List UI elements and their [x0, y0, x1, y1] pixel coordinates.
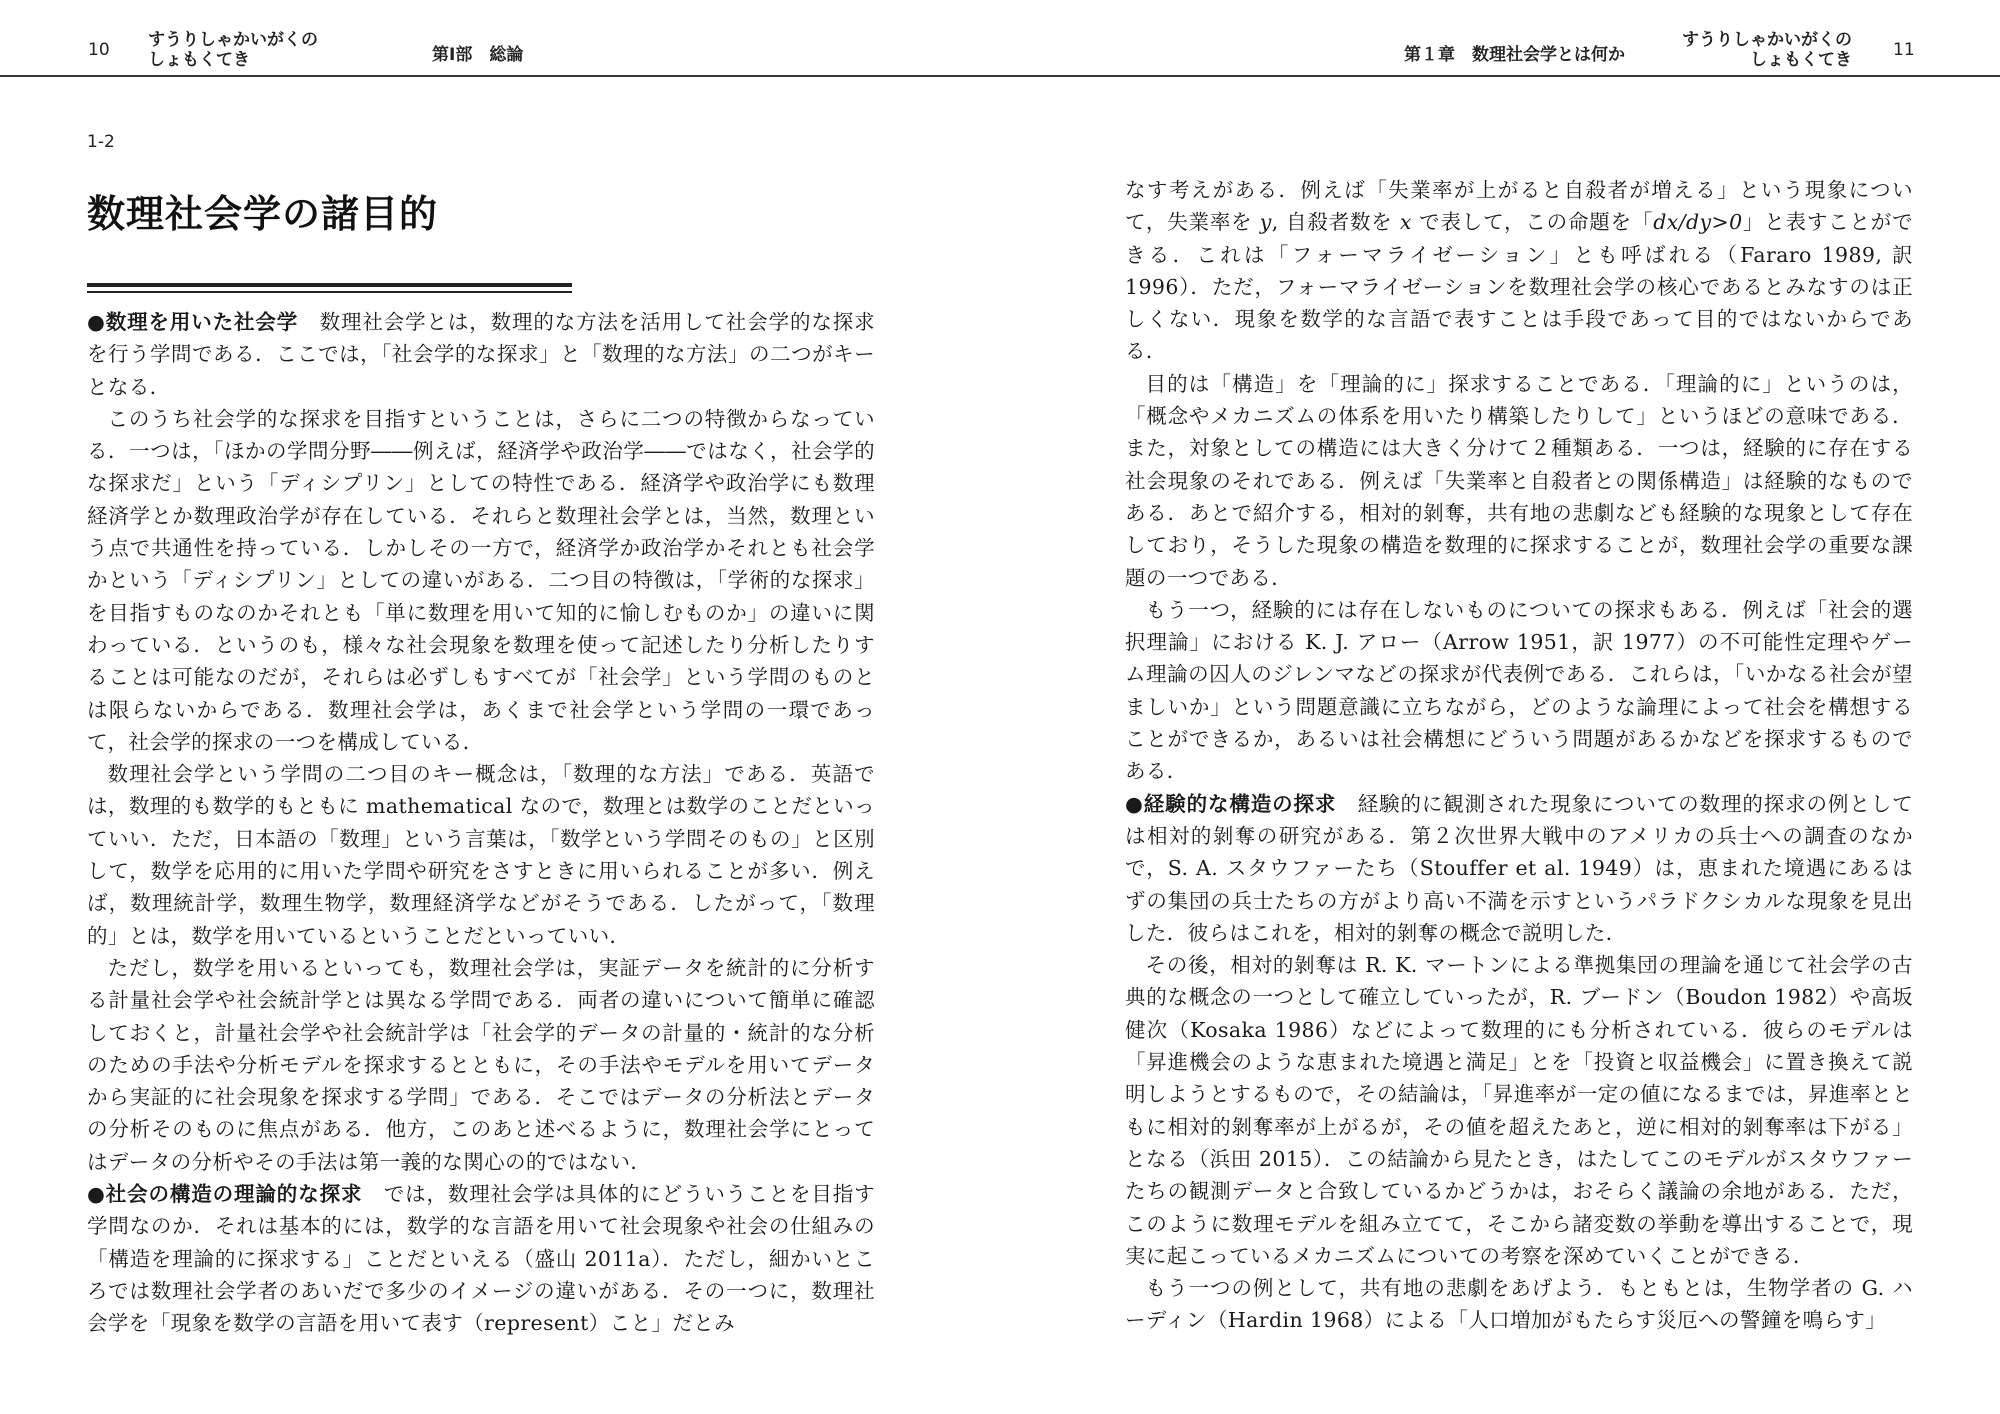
running-title: すうりしゃかいがくの しょもくてき [148, 30, 318, 70]
section-number: 1-2 [87, 132, 115, 152]
math-var: x [1399, 210, 1412, 235]
left-body-text [87, 306, 875, 1340]
right-page-header [1000, 0, 2000, 77]
right-page [1000, 0, 2000, 1414]
paragraph: このうち社会学的な探求を目指すということは，さらに二つの特徴からなっている．一つは，「ほかの学問分野――例えば，経済学や政治学――ではなく，社会学的な探求だ」という「ディシプリン」としての特性である．経済学や政治学にも数理経済学とか数理政治学が存在している．それらと数理社会学とは，当然，数理という点で共通性を持っている．しかしその一方で，経済学か政治学かそれとも社会学かという「ディシプリン」としての違いがある．二つ目の特徴は，「学術的な探求」を目指すものなのかそれとも「単に数理を用いて知的に愉しむものか」の違いに関わっている．というのも，様々な社会現象を数理を使って記述したり分析したりすることは可能なのだが，それらは必ずしもすべてが「社会学」という学問のものとは限らないからである．数理社会学は，あくまで社会学という学問の一環であって，社会学的探求の一つを構成している． [87, 406, 875, 754]
left-page-header [0, 0, 1000, 77]
page-title: 数理社会学の諸目的 [87, 192, 439, 236]
paragraph: ●経験的な構造の探求 経験的に観測された現象についての数理的探求の例としては相対的剝奪の研究がある．第２次世界大戦中のアメリカの兵士への調査のなかで，S. A. スタウファーたち（Stouffer et al. 1949）は，恵まれた境遇にあるはずの集団の兵士たちの方がより高い不満を示すというパラドクシカルな現象を見出した．彼らはこれを，相対的剝奪の概念で説明した． [1125, 791, 1913, 945]
paragraph: もう一つ，経験的には存在しないものについての探求もある．例えば「社会的選択理論」における K. J. アロー（Arrow 1951，訳 1977）の不可能性定理やゲーム理論の囚人のジレンマなどの探求が代表例である．これらは，「いかなる社会が望ましいか」という問題意識に立ちながら，どのような論理によって社会を構想することができるか，あるいは社会構想にどういう問題があるかなどを探求するものである． [1125, 597, 1913, 784]
paragraph: ●社会の構造の理論的な探求 では，数理社会学は具体的にどういうことを目指す学問なのか．それは基本的には，数学的な言語を用いて社会現象や社会の仕組みの「構造を理論的に探求する」ことだといえる（盛山 2011a）．ただし，細かいところでは数理社会学者のあいだで多少のイメージの違いがある．その一つに，数理社会学を「現象を数学の言語を用いて表す（represent）こと」だとみ [87, 1182, 875, 1336]
page-number: 11 [1893, 40, 1915, 60]
title-rule [87, 283, 572, 287]
chapter-title: 第１章 数理社会学とは何か [1404, 45, 1625, 65]
paragraph: もう一つの例として，共有地の悲劇をあげよう．もともとは，生物学者の G. ハーディン（Hardin 1968）による「人口増加がもたらす災厄への警鐘を鳴らす」 [1125, 1276, 1913, 1333]
paragraph: 数理社会学という学問の二つ目のキー概念は，「数理的な方法」である．英語では，数理的も数学的もともに mathematical なので，数理とは数学のことだといっていい．ただ，日本語の「数理」という言葉は，「数学という学問そのもの」と区別して，数学を応用的に用いた学問や研究をさすときに用いられることが多い．例えば，数理統計学，数理生物学，数理経済学などがそうである．したがって，「数理的」とは，数学を用いているということだといっていい． [87, 762, 875, 948]
subheading: ●社会の構造の理論的な探求 [87, 1182, 363, 1207]
page-number: 10 [88, 40, 110, 60]
paragraph: その後，相対的剝奪は R. K. マートンによる準拠集団の理論を通じて社会学の古典的な概念の一つとして確立していったが，R. ブードン（Boudon 1982）や高坂健次（Kosaka 1986）などによって数理的にも分析されている．彼らのモデルは「昇進機会のような恵まれた境遇と満足」とを「投資と収益機会」に置き換えて説明しようとするもので，その結論は，「昇進率が一定の値になるまでは，昇進率とともに相対的剝奪率が上がるが，その値を超えたあと，逆に相対的剝奪率は下がる」となる（浜田 2015）．この結論から見たとき，はたしてこのモデルがスタウファーたちの観測データと合致しているかどうかは，おそらく議論の余地がある．ただ，このように数理モデルを組み立てて，そこから諸変数の挙動を導出することで，現実に起こっているメカニズムについての考察を深めていくことができる． [1125, 953, 1913, 1268]
paragraph: 目的は「構造」を「理論的に」探求することである．「理論的に」というのは，「概念やメカニズムの体系を用いたり構築したりして」というほどの意味である．また，対象としての構造には大きく分けて２種類ある．一つは，経験的に存在する社会現象のそれである．例えば「失業率と自殺者との関係構造」は経験的なものである．あとで紹介する，相対的剝奪，共有地の悲劇なども経験的な現象として存在しており，そうした現象の構造を数理的に探求することが，数理社会学の重要な課題の一つである． [1125, 371, 1913, 590]
math-formula: dx/dy>0 [1653, 210, 1743, 235]
paragraph: ただし，数学を用いるといっても，数理社会学は，実証データを統計的に分析する計量社会学や社会統計学とは異なる学問である．両者の違いについて簡単に確認しておくと，計量社会学や社会統計学は「社会学的データの計量的・統計的な分析のための手法や分析モデルを探求するとともに，その手法やモデルを用いてデータから実証的に社会現象を探求する学問」である．そこではデータの分析法とデータの分析そのものに焦点がある．他方，このあと述べるように，数理社会学にとってはデータの分析やその手法は第一義的な関心の的ではない． [87, 955, 875, 1174]
right-body-text [1125, 174, 1913, 1337]
paragraph: なす考えがある．例えば「失業率が上がると自殺者が増える」という現象について，失業率を y, 自殺者数を x で表して，この命題を「dx/dy>0」と表すことができる．これは「フォーマライゼーション」とも呼ばれる（Fararo 1989, 訳 1996）．ただ，フォーマライゼーションを数理社会学の核心であるとみなすのは正しくない．現象を数学的な言語で表すことは手段であって目的ではないからである． [1125, 178, 1914, 364]
title-rule-thin [87, 291, 572, 293]
subheading: ●数理を用いた社会学 [87, 310, 299, 334]
part-title: 第Ⅰ部 総論 [432, 45, 524, 65]
math-var: y [1259, 210, 1272, 235]
subheading: ●経験的な構造の探求 [1125, 791, 1337, 816]
paragraph: ●数理を用いた社会学 数理社会学とは，数理的な方法を活用して社会学的な探求を行う学問である．ここでは，「社会学的な探求」と「数理的な方法」の二つがキーとなる． [87, 310, 875, 399]
running-title: すうりしゃかいがくの しょもくてき [1682, 30, 1852, 70]
